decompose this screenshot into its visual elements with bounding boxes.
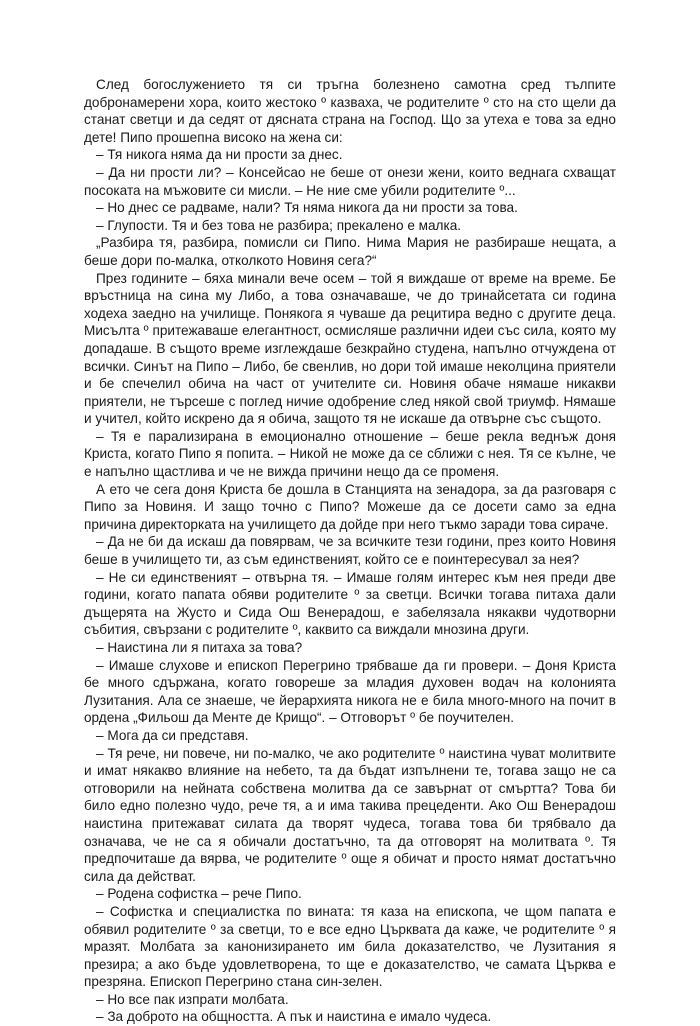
paragraph: – Да не би да искаш да повярвам, че за всичките тези години, през които Новиня беше в училището ти, аз съм единственият, който се е поинтересувал за нея?: [84, 534, 616, 568]
paragraph: – Тя рече, ни повече, ни по-малко, че ако родителите º наистина чуват молитвите и имат някакво влияние на небето, та да бъдат изпълнени те, тогава защо не са отговорили на нейната собствена молитва да се завърнат от смъртта? Това би било едно полезно чудо, рече тя, а и има такива прецеденти. Ако Ош Венерадош наистина притежават силата да творят чудеса, тогава това би трябвало да означава, че не са я обичали достатъчно, та да отговорят на молитвата º. Тя предпочиташе да вярва, че родителите º още я обичат и просто нямат достатъчно сила да действат.: [84, 745, 616, 884]
paragraph: – Наистина ли я питаха за това?: [96, 640, 303, 655]
paragraph: А ето че сега доня Криста бе дошла в Станцията на зенадора, за да разговаря с Пипо за Новиня. И защо точно с Пипо? Можеше да се досети само за една причина директорката на училището да дойде при него тъкмо заради това сираче.: [84, 481, 616, 532]
paragraph: – Не си единственият – отвърна тя. – Имаше голям интерес към нея преди две години, когато папата обяви родителите º за светци. Всички тогава питаха дали дъщерята на Жусто и Сида Ош Венерадош, е забелязала някакви чудотворни събития, свързани с родителите º, каквито са виждали мнозина други.: [84, 569, 616, 638]
paragraph: – Тя е парализирана в емоционално отношение – беше рекла веднъж доня Криста, когато Пипо я попита. – Никой не може да се сближи с нея. Тя се кълне, че е напълно щастлива и че не вижда причини нещо да се променя.: [84, 428, 616, 480]
paragraph: През годините – бяха минали вече осем – той я виждаше от време на време. Бе връстница на сина му Либо, а това означаваше, че до тринайсетата си година ходеха заедно на училище. Понякога я чуваше да рецитира ведно с другите деца. Мисълта º притежаваше елегантност, осмисляше различни идеи със сила, която му допадаше. В същото време изглеждаше безкрайно студена, напълно отчуждена от всички. Синът на Пипо – Либо, бе свенлив, но дори той имаше неколцина приятели и бе спечелил обича на част от учителите си. Новиня обаче нямаше никакви приятели, не търсеше с поглед ничие одобрение след някой свой триумф. Нямаше и учител, който искрено да я обича, защото тя не искаше да отвърне със същото.: [84, 270, 616, 427]
paragraph: – Софистка и специалистка по вината: тя каза на епископа, че щом папата е обявил родителите º за светци, то е все едно Църквата да каже, че родителите º я мразят. Молбата за канонизирането им била доказателство, че Лузитания я презира; а ако бъде удовлетворена, то ще е доказателство, че самата Църква е презряна. Епископ Перегрино стана син-зелен.: [84, 903, 616, 990]
paragraph: – Родена софистка – рече Пипо.: [96, 886, 302, 902]
paragraph: „Разбира тя, разбира, помисли си Пипо. Нима Мария не разбираше нещата, а беше дори по-малка, отколкото Новиня сега?“: [84, 235, 616, 268]
paragraph: – Тя никога няма да ни прости за днес.: [96, 147, 343, 163]
paragraph: – Имаше слухове и епископ Перегрино трябваше да ги провери. – Доня Криста бе много сдържана, когато говореше за младия духовен водач на колонията Лузитания. Ала се знаеше, че йерархията никога не е била много-много на почит в ордена „Фильош да Менте де Крищо“. – Отговорът º бе поучителен.: [84, 657, 616, 726]
paragraph: – За доброто на общността. А пък и наистина е имало чудеса.: [96, 1009, 492, 1025]
paragraph: – Но днес се радваме, нали? Тя няма никога да ни прости за това.: [96, 200, 518, 216]
paragraph: – Мога да си представя.: [96, 727, 249, 743]
paragraph: След богослужението тя си тръгна болезнено самотна сред тълпите добронамерени хора, които жестоко º казваха, че родителите º сто на сто щели да станат светци и да седят от дясната страна на Господ. Що за утеха е това за едно дете! Пипо прошепна високо на жена си:: [84, 77, 616, 145]
paragraph: – Да ни прости ли? – Консейсао не беше от онези жени, които веднага схващат посоката на мъжовите си мисли. – Не ние сме убили родителите º...: [84, 164, 616, 198]
paragraph: – Глупости. Тя и без това не разбира; прекалено е малка.: [96, 217, 462, 233]
paragraph: – Но все пак изпрати молбата.: [96, 991, 289, 1007]
